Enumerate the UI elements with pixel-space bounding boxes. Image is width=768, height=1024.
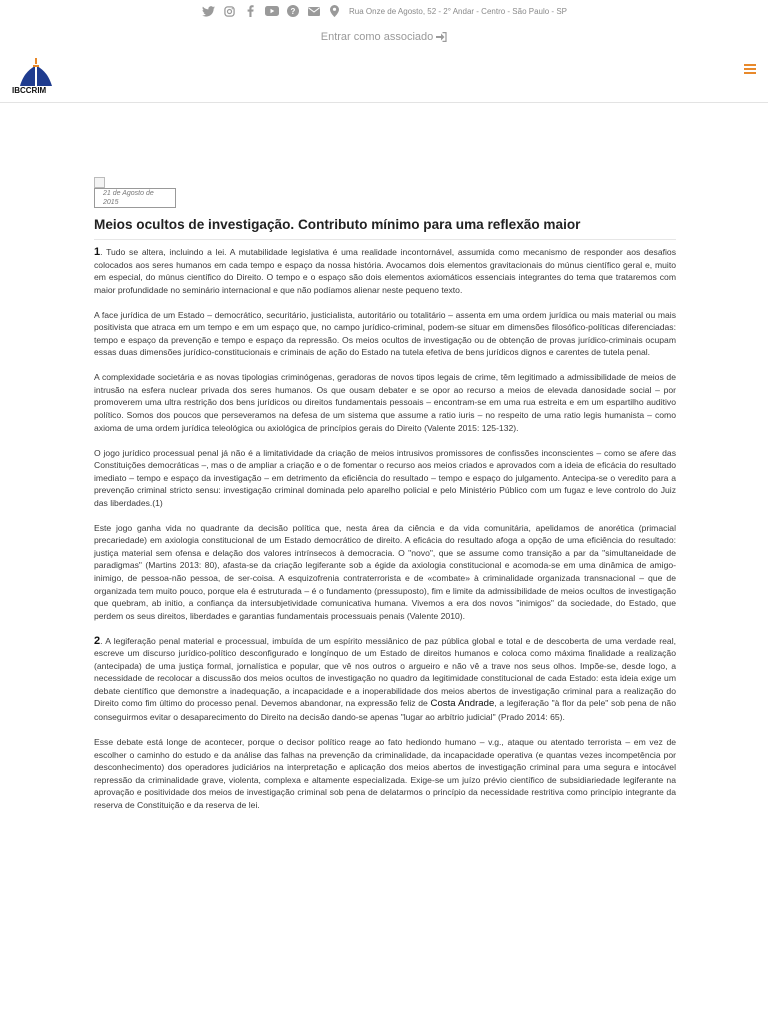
article-body (94, 246, 676, 811)
mail-icon[interactable] (305, 4, 322, 18)
login-bar (0, 31, 768, 43)
paragraph-3: A complexidade societária e as novas tipologias criminógenas, geradoras de novos tipos legais de crime, têm legitimado a admissibilidade de meios de intrusão na esfera nuclear privada dos seres humanos. Os que ousam debater e se opor ao recurso a meios de elevada danosidade social – por promoverem uma ultra restrição dos bens jurídicos ou direitos fundamentais pessoais – encontram-se em uma rua estreita e em um espartilho auditivo político. Somos dos poucos que perseveramos na defesa de um sistema que assume a ratio iuris – no respeito de uma ratio legis humanista – como axioma de uma ordem jurídica teleológica ou axiológica de princípios gerais do Direito (Valente 2015: 125-132). (94, 372, 676, 433)
paragraph-7: Esse debate está longe de acontecer, porque o decisor político reage ao fato hediondo humano – v.g., ataque ou atentado terrorista – em vez de escolher o caminho do estudo e da análise das falhas na prevenção da criminalidade, da incapacidade operativa (e quantas vezes incompetência por desconhecimento) dos operadores judiciários na interpretação e aplicação dos meios abertos de investigação criminal para uma segura e intocável repressão da criminalidade grave, violenta, complexa e altamente especializada. Exige-se um juízo prévio científico de subsidiariedade legiferante na aprovação e positividade dos meios de investigação criminal sob pena de delatarmos o princípio da necessidade restritiva como princípio integrante da reserva de Constituição e da reserva de lei. (94, 737, 676, 810)
section-number: 1 (94, 246, 101, 258)
instagram-icon[interactable] (221, 4, 238, 18)
paragraph-5: Este jogo ganha vida no quadrante da decisão política que, nesta área da ciência e da vida comunitária, apelidamos de anorética (primacial precariedade) em axiologia constitucional de um Estado democrático de direito. A eficácia do resultado afoga a opção de uma eficiência do resultado: justiça material sem ofensa e delação dos valores intrínsecos à democracia. O "novo", que se assume como transição a par da "simultaneidade de paradigmas" (Martins 2013: 80), afasta-se da criação legiferante sob a égide da axiologia constitucional e acomoda-se em uma dinâmica de amigo-inimigo, de pessoa-não pessoa, de ser-coisa. A esquizofrenia contraterrorista e de «combate» à criminalidade organizada transnacional – que de organizada tem muito pouco, porque ela é estruturada – é o fundamento (pressuposto), fim e limite da admissibilidade de meios ocultos de investigação que quebram, ab initio, a confiança da intersubjetividade comunicativa humana. Vivemos a era dos novos "inimigos" da sociedade, do Estado, que perdem os seus direitos, liberdades e garantias fundamentais processuais penais (Valente 2010). (94, 522, 676, 621)
article-title: Meios ocultos de investigação. Contributo mínimo para uma reflexão maior (94, 216, 676, 240)
logo[interactable] (12, 58, 60, 100)
social-links (200, 4, 567, 18)
sign-in-icon (436, 32, 447, 42)
article-date: 21 de Agosto de 2015 (94, 188, 176, 208)
map-pin-icon (326, 4, 343, 18)
paragraph-text: . Tudo se altera, incluindo a lei. A mutabilidade legislativa é uma realidade incontornável, assumida como mecanismo de responder aos desafios colocados aos seres humanos em cada tempo e espaço da nossa história. Avocamos dois elementos gravitacionais do múnus científico geral e, muito em especial, do múnus científico do Direito. O tempo e o espaço são dois elementos axiomáticos essenciais integrantes do tema que trataremos com maior profundidade no seminário internacional e que não podíamos alienar neste pequeno texto. (94, 247, 676, 295)
logo-icon (12, 58, 60, 88)
paragraph-1 (94, 246, 676, 296)
svg-text:?: ? (290, 7, 295, 16)
paragraph-text: . A legiferação penal material e processual, imbuída de um espírito messiânico de paz pública global e total e de descoberta de uma verdade real, escreve um discurso jurídico-político desconfigurado e longínquo de um Estado de direitos humanos e coloca como máxima finalidade a realização (antecipada) de uma justiça formal, jornalística e popular, que vê nos outros o argueiro e não vê a trave nos seus olhos. Impõe-se, desde logo, a necessidade de recolocar a discussão dos meios ocultos de investigação no quadro da legitimidade constitucional de cada Estado: esta ideia exige um debate científico que demonstre a inadequação, a incapacidade e a inoperabilidade dos meios abertos de investigação criminal para a realização do Direito como fim último do processo penal. Devemos abandonar, na expressão feliz de (94, 635, 676, 709)
paragraph-2: A face jurídica de um Estado – democrático, securitário, justicialista, autoritário ou totalitário – assenta em uma ordem jurídica ou mais material ou mais positivista que atraca em um tempo e em um espaço que, no campo jurídico-criminal, podem-se situar em dimensões filosófico-políticas diferenciadas: tempo e espaço da prevenção e tempo e espaço da repressão. Os meios ocultos de investigação ou de obtenção de provas jurídico-criminais ocupam essas duas dimensões jurídico-constitucionais e criminais de ação do Estado na tutela efetiva de bens jurídicos dignos e carentes de tutela penal. (94, 309, 676, 358)
top-bar (0, 0, 768, 22)
login-label: Entrar como associado (320, 31, 434, 43)
broken-image-icon (94, 177, 105, 188)
logo-text: IBCCRIM (12, 86, 47, 95)
address-text: Rua Onze de Agosto, 52 - 2° Andar - Centro - São Paulo - SP (349, 6, 567, 16)
login-link[interactable] (321, 31, 448, 43)
help-icon[interactable] (284, 4, 301, 18)
paragraph-6 (94, 635, 676, 724)
paragraph-text: , a legiferação "à flor da pele" sob pena de não conseguirmos evitar o desaparecimento do Direito na decisão dando-se apenas "lugar ao arbítrio judicial" (Prado 2014: 65). (94, 698, 676, 722)
facebook-icon[interactable] (242, 4, 259, 18)
hamburger-menu-icon[interactable] (744, 64, 756, 76)
twitter-icon[interactable] (200, 4, 217, 18)
author-name: Costa Andrade (430, 698, 495, 710)
site-header (0, 52, 768, 103)
section-number: 2 (94, 634, 101, 647)
article (94, 177, 676, 824)
paragraph-4: O jogo jurídico processual penal já não é a limitatividade da criação de meios intrusivos promissores de confissões inconscientes – como se afere das Constituições democráticas –, mas o de ampliar a criação e o de fomentar o recurso aos meios criados e aprovados com a ideia de eficácia do resultado imediato – tempo e espaço da investigação – em detrimento da eficiência do resultado – tempo e espaço do julgamento. Antecipa-se o veredito para a prevenção criminal stricto sensu: investigação criminal dominada pelo aparelho policial e pelo Ministério Público com um fugaz e leve controlo do Juiz das liberdades.(1) (94, 447, 676, 508)
youtube-icon[interactable] (263, 4, 280, 18)
